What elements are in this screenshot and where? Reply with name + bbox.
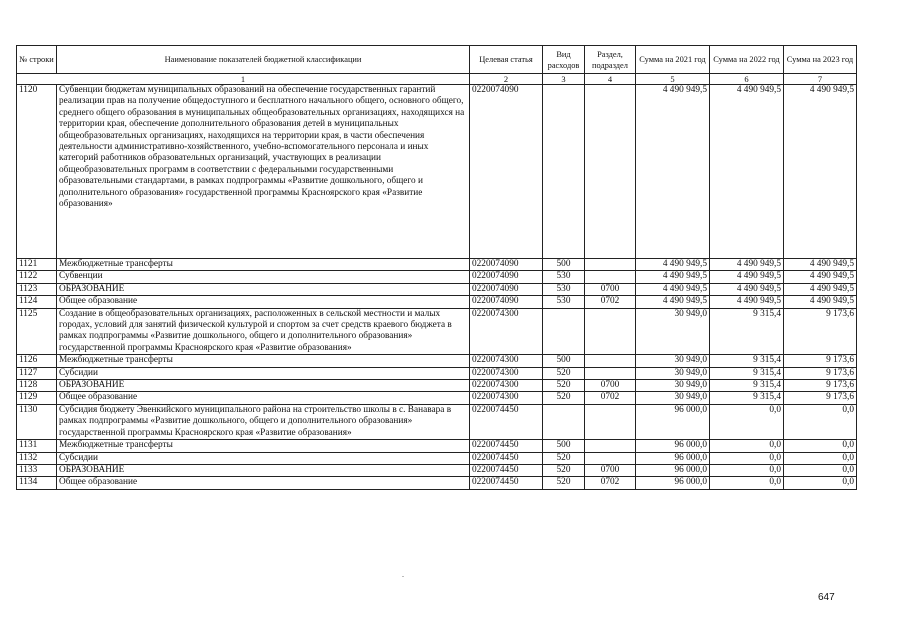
amount-2021: 4 490 949,5 [636, 85, 710, 259]
expense-type: 530 [543, 296, 585, 308]
amount-2022: 9 315,4 [710, 392, 784, 404]
section-code [585, 271, 636, 283]
amount-2021: 96 000,0 [636, 477, 710, 489]
table-row [17, 259, 857, 271]
expense-type [543, 85, 585, 259]
target-article: 0220074300 [470, 355, 543, 367]
amount-2023: 4 490 949,5 [784, 271, 857, 283]
table-row [17, 404, 857, 439]
amount-2021: 96 000,0 [636, 452, 710, 464]
table-row [17, 367, 857, 379]
amount-2021: 4 490 949,5 [636, 296, 710, 308]
amount-2022: 9 315,4 [710, 308, 784, 355]
expense-type: 520 [543, 367, 585, 379]
indicator-name: Общее образование [57, 392, 470, 404]
target-article: 0220074300 [470, 367, 543, 379]
row-number: 1132 [17, 452, 57, 464]
row-number: 1134 [17, 477, 57, 489]
indicator-name: Субсидия бюджету Эвенкийского муниципального района на строительство школы в с. Ванавара в рамках подпрограммы «Развитие дошкольного, общего и дополнительного образования» государственной программы Красноярского края «Развитие образования» [57, 404, 470, 439]
table-row [17, 440, 857, 452]
section-code [585, 440, 636, 452]
row-number: 1124 [17, 296, 57, 308]
target-article: 0220074450 [470, 477, 543, 489]
target-article: 0220074090 [470, 271, 543, 283]
expense-type: 500 [543, 355, 585, 367]
indicator-name: Общее образование [57, 477, 470, 489]
expense-type: 530 [543, 283, 585, 295]
amount-2023: 0,0 [784, 404, 857, 439]
amount-2023: 9 173,6 [784, 367, 857, 379]
amount-2023: 0,0 [784, 452, 857, 464]
amount-2022: 9 315,4 [710, 380, 784, 392]
column-number: 3 [543, 74, 585, 85]
table-row [17, 85, 857, 259]
amount-2021: 4 490 949,5 [636, 271, 710, 283]
table-row [17, 308, 857, 355]
target-article: 0220074090 [470, 259, 543, 271]
row-number: 1122 [17, 271, 57, 283]
indicator-name: Межбюджетные трансферты [57, 440, 470, 452]
header-row-number: № строки [17, 46, 57, 74]
amount-2021: 30 949,0 [636, 392, 710, 404]
amount-2022: 0,0 [710, 404, 784, 439]
table-row [17, 392, 857, 404]
section-code: 0700 [585, 283, 636, 295]
amount-2023: 4 490 949,5 [784, 296, 857, 308]
amount-2022: 9 315,4 [710, 355, 784, 367]
header-amount-2021: Сумма на 2021 год [636, 46, 710, 74]
amount-2021: 4 490 949,5 [636, 283, 710, 295]
amount-2021: 30 949,0 [636, 308, 710, 355]
indicator-name: Межбюджетные трансферты [57, 355, 470, 367]
row-number: 1120 [17, 85, 57, 259]
column-number: 4 [585, 74, 636, 85]
column-number-row [17, 74, 857, 85]
target-article: 0220074300 [470, 308, 543, 355]
amount-2022: 4 490 949,5 [710, 283, 784, 295]
target-article: 0220074090 [470, 296, 543, 308]
row-number: 1131 [17, 440, 57, 452]
page-number: 647 [818, 592, 835, 603]
column-number: 7 [784, 74, 857, 85]
section-code: 0702 [585, 477, 636, 489]
indicator-name: Субвенции бюджетам муниципальных образований на обеспечение государственных гарантий реализации прав на получение общедоступного и бесплатного начального общего, основного общего, среднего общего образования в муниципальных общеобразовательных организациях, находящихся на территории края, обеспечение дополнительного образования детей в муниципальных общеобразовательных организациях, находящихся на территории края, в части обеспечения деятельности административно-хозяйственного, учебно-вспомогательного персонала и иных категорий работников образовательных организаций, участвующих в реализации общеобразовательных программ в соответствии с федеральными государственными образовательными стандартами, в рамках подпрограммы «Развитие дошкольного, общего и дополнительного образования» государственной программы Красноярского края «Развитие образования» [57, 85, 470, 259]
table-row [17, 464, 857, 476]
row-number: 1127 [17, 367, 57, 379]
section-code [585, 452, 636, 464]
expense-type: 520 [543, 477, 585, 489]
section-code [585, 85, 636, 259]
amount-2022: 4 490 949,5 [710, 85, 784, 259]
expense-type: 520 [543, 464, 585, 476]
amount-2022: 4 490 949,5 [710, 296, 784, 308]
expense-type [543, 404, 585, 439]
section-code [585, 308, 636, 355]
indicator-name: ОБРАЗОВАНИЕ [57, 380, 470, 392]
indicator-name: ОБРАЗОВАНИЕ [57, 464, 470, 476]
amount-2022: 4 490 949,5 [710, 259, 784, 271]
section-code [585, 355, 636, 367]
table-row [17, 452, 857, 464]
indicator-name: Субсидии [57, 452, 470, 464]
section-code: 0702 [585, 392, 636, 404]
row-number: 1121 [17, 259, 57, 271]
amount-2022: 0,0 [710, 440, 784, 452]
amount-2021: 30 949,0 [636, 355, 710, 367]
header-target-article: Целевая статья [470, 46, 543, 74]
target-article: 0220074450 [470, 452, 543, 464]
expense-type: 530 [543, 271, 585, 283]
section-code [585, 259, 636, 271]
indicator-name: Межбюджетные трансферты [57, 259, 470, 271]
amount-2023: 9 173,6 [784, 308, 857, 355]
expense-type: 500 [543, 259, 585, 271]
section-code: 0700 [585, 464, 636, 476]
table-row [17, 380, 857, 392]
indicator-name: Общее образование [57, 296, 470, 308]
column-number: 5 [636, 74, 710, 85]
indicator-name: Создание в общеобразовательных организациях, расположенных в сельской местности и малых городах, условий для занятий физической культурой и спортом за счет средств краевого бюджета в рамках подпрограммы «Развитие дошкольного, общего и дополнительного образования» государственной программы Красноярского края «Развитие образования» [57, 308, 470, 355]
row-number: 1130 [17, 404, 57, 439]
indicator-name: Субсидии [57, 367, 470, 379]
amount-2023: 9 173,6 [784, 392, 857, 404]
section-code [585, 404, 636, 439]
target-article: 0220074300 [470, 392, 543, 404]
indicator-name: Субвенции [57, 271, 470, 283]
table-row [17, 296, 857, 308]
table-row [17, 271, 857, 283]
header-section: Раздел, подраздел [585, 46, 636, 74]
row-number: 1123 [17, 283, 57, 295]
expense-type: 500 [543, 440, 585, 452]
header-amount-2022: Сумма на 2022 год [710, 46, 784, 74]
table-row [17, 477, 857, 489]
amount-2021: 96 000,0 [636, 440, 710, 452]
header-amount-2023: Сумма на 2023 год [784, 46, 857, 74]
row-number: 1126 [17, 355, 57, 367]
amount-2022: 9 315,4 [710, 367, 784, 379]
indicator-name: ОБРАЗОВАНИЕ [57, 283, 470, 295]
table-header-row [17, 46, 857, 74]
amount-2021: 30 949,0 [636, 367, 710, 379]
column-number: 1 [17, 74, 470, 85]
section-code: 0702 [585, 296, 636, 308]
row-number: 1128 [17, 380, 57, 392]
amount-2022: 4 490 949,5 [710, 271, 784, 283]
target-article: 0220074300 [470, 380, 543, 392]
header-indicator-name: Наименование показателей бюджетной классификации [57, 46, 470, 74]
amount-2023: 4 490 949,5 [784, 85, 857, 259]
amount-2023: 4 490 949,5 [784, 259, 857, 271]
budget-table [16, 45, 857, 490]
expense-type [543, 308, 585, 355]
section-code [585, 367, 636, 379]
amount-2023: 0,0 [784, 464, 857, 476]
expense-type: 520 [543, 452, 585, 464]
amount-2021: 96 000,0 [636, 464, 710, 476]
amount-2023: 0,0 [784, 440, 857, 452]
amount-2022: 0,0 [710, 452, 784, 464]
target-article: 0220074090 [470, 283, 543, 295]
amount-2023: 0,0 [784, 477, 857, 489]
column-number: 2 [470, 74, 543, 85]
amount-2021: 96 000,0 [636, 404, 710, 439]
target-article: 0220074450 [470, 464, 543, 476]
row-number: 1133 [17, 464, 57, 476]
amount-2023: 9 173,6 [784, 380, 857, 392]
header-expense-type: Вид расходов [543, 46, 585, 74]
amount-2023: 4 490 949,5 [784, 283, 857, 295]
amount-2021: 4 490 949,5 [636, 259, 710, 271]
table-row [17, 283, 857, 295]
column-number: 6 [710, 74, 784, 85]
row-number: 1125 [17, 308, 57, 355]
amount-2022: 0,0 [710, 464, 784, 476]
target-article: 0220074450 [470, 404, 543, 439]
expense-type: 520 [543, 380, 585, 392]
scan-mark [402, 576, 404, 577]
section-code: 0700 [585, 380, 636, 392]
expense-type: 520 [543, 392, 585, 404]
target-article: 0220074090 [470, 85, 543, 259]
row-number: 1129 [17, 392, 57, 404]
amount-2021: 30 949,0 [636, 380, 710, 392]
amount-2023: 9 173,6 [784, 355, 857, 367]
target-article: 0220074450 [470, 440, 543, 452]
amount-2022: 0,0 [710, 477, 784, 489]
table-row [17, 355, 857, 367]
